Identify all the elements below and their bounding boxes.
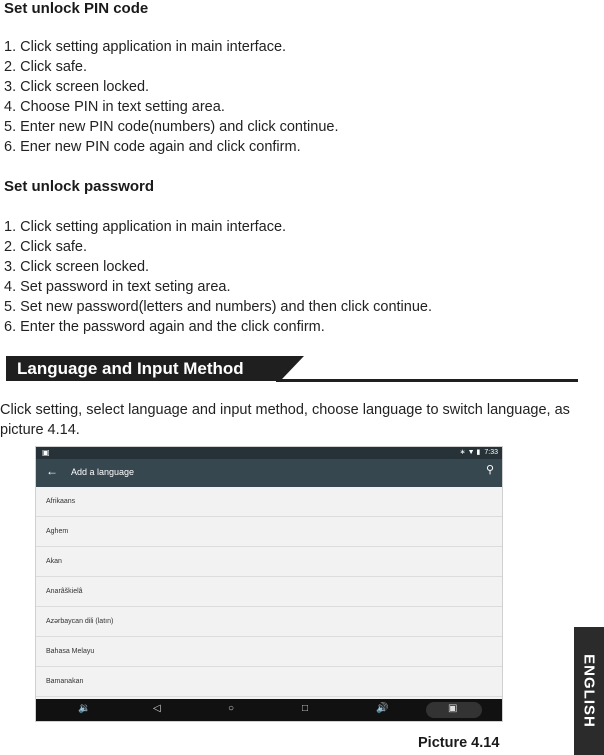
back-triangle-icon[interactable]: ◁ (153, 703, 161, 714)
password-step: 5. Set new password(letters and numbers) and then click continue. (4, 299, 432, 315)
language-paragraph: Click setting, select language and input method, choose language to switch language, as picture 4.14. (0, 402, 570, 438)
tablet-screenshot (35, 446, 503, 722)
language-side-tab (574, 627, 604, 755)
language-list (36, 487, 502, 697)
password-heading: Set unlock password (4, 178, 155, 195)
password-step: 4. Set password in text seting area. (4, 279, 231, 295)
language-item[interactable]: Azərbaycan dili (latın) (36, 607, 502, 637)
figure-caption: Picture 4.14 (418, 735, 500, 751)
password-steps-list (4, 217, 432, 337)
language-item[interactable]: Bamanakan (36, 667, 502, 697)
search-icon[interactable]: ⚲ (485, 464, 494, 476)
app-bar (36, 459, 502, 487)
home-circle-icon[interactable]: ○ (228, 703, 235, 714)
nav-bar (36, 699, 502, 721)
camera-icon[interactable]: ▣ (448, 703, 458, 714)
status-time: 7:33 (484, 449, 498, 456)
password-step: 2. Click safe. (4, 239, 87, 255)
volume-up-icon[interactable]: 🔊 (376, 703, 389, 714)
back-arrow-icon[interactable]: ← (46, 464, 58, 478)
app-bar-title: Add a language (71, 467, 135, 477)
pin-step: 6. Ener new PIN code again and click confirm. (4, 139, 301, 155)
password-step: 3. Click screen locked. (4, 259, 150, 275)
language-item[interactable]: Aghem (36, 517, 502, 547)
volume-down-icon[interactable]: 🔉 (78, 703, 91, 714)
side-tab-label: ENGLISH (580, 654, 598, 728)
banner-title: Language and Input Method (17, 359, 244, 378)
language-item[interactable]: Bahasa Melayu (36, 637, 502, 667)
password-step: 1. Click setting application in main interface. (4, 219, 287, 235)
language-item[interactable]: Afrikaans (36, 487, 502, 517)
battery-icon: ▮ (476, 449, 483, 456)
gallery-notification-icon: ▣ (42, 448, 50, 457)
language-item[interactable]: Anarâškielâ (36, 577, 502, 607)
pin-step: 4. Choose PIN in text setting area. (4, 99, 225, 115)
password-step: 6. Enter the password again and the click confirm. (4, 319, 325, 335)
pin-step: 2. Click safe. (4, 59, 87, 75)
bluetooth-icon: ∗ (459, 449, 468, 456)
pin-step: 1. Click setting application in main interface. (4, 39, 287, 55)
section-banner (6, 356, 578, 384)
banner-rule (276, 379, 578, 382)
pin-heading: Set unlock PIN code (4, 0, 149, 17)
recents-square-icon[interactable]: □ (302, 703, 309, 714)
wifi-icon: ▼ (467, 449, 477, 456)
language-item[interactable]: Akan (36, 547, 502, 577)
status-bar (36, 447, 502, 459)
pin-steps-list (4, 37, 338, 157)
pin-step: 3. Click screen locked. (4, 79, 150, 95)
pin-step: 5. Enter new PIN code(numbers) and click continue. (4, 119, 339, 135)
